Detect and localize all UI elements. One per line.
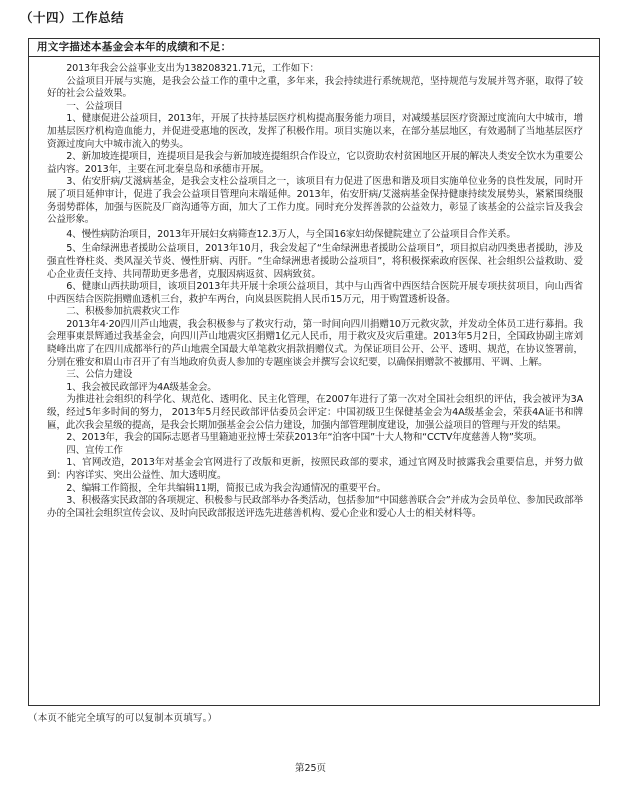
paragraph: 3、佑安肝病/艾滋病基金，是我会支柱公益项目之一，该项目有力促进了医患和谐及项目实施单位业务的良性发展，同时开展了项目延伸审计，促进了我会公益项目管理向末端延伸。2013年，佑安肝病/艾滋病基金保持健康持续发展势头，紧紧围绕服务弱势群体，加强与医院及厂商沟通等方面，加大了工作力度。同时充分发挥善款的公益效力，彰显了该基金的公益宗旨及我会公益形象。 — [47, 176, 583, 226]
summary-content — [29, 57, 599, 520]
paragraph: 2、2013年，我会的国际志愿者马里籍迪亚拉博士荣获2013年“泊客中国”十大人物和“CCTV年度慈善人物”奖项。 — [66, 432, 543, 444]
footnote: （本页不能完全填写的可以复制本页填写。） — [28, 713, 218, 724]
heading-public-projects: 一、公益项目 — [66, 100, 123, 112]
paragraph: 4、慢性病防治项目，2013年开展妇女病筛查12.3万人，与全国16家妇幼保健院建立了公益项目合作关系。 — [66, 228, 516, 240]
paragraph: 2013年4·20四川芦山地震，我会积极参与了救灾行动，第一时间向四川捐赠10万元救灾款，并发动全体员工进行募捐。我会理事東景辉通过我基金会，向四川芦山地震灾区捐赠1亿元人民币，用于救灾及灾后重建。2013年5月2日，全国政协副主席刘晓峰出席了在四川成都举行的芦山地震全国最大单笔救灾捐款捐赠仪式。为保证项目公开、公平、透明、规范，在协议签署前，分别在雅安和眉山市召开了有当地政府负责人参加的专题座谈会并撰写会议纪要，以确保捐赠款不被挪用、平调、上解。 — [47, 318, 583, 368]
paragraph: 1、我会被民政部评为4A级基金会。 — [66, 381, 217, 393]
paragraph: 为推进社会组织的科学化、规范化、透明化、民主化管理，在2007年进行了第一次对全国社会组织的评估，我会被评为3A级，经过5年多时间的努力， 2013年5月经民政部评估委员会评定：中国初级卫生保健基金会为4A级基金会，荣获4A证书和牌匾，此次我会星级的提高，是我会长期加强基金会公信力建设，加强内部管理制度建设，加强公益项目的管理与开发的结果。 — [47, 394, 583, 431]
page-number: 第25页 — [294, 763, 327, 774]
paragraph: 5、生命绿洲患者援助公益项目，2013年10月，我会发起了“生命绿洲患者援助公益项目”，项目拟启动四类患者援助，涉及强直性脊柱炎、类风湿关节炎、慢性肝病、丙肝。“生命绿洲患者援助公益项目”，将积极探索政府医保、社会组织公益救助、爱心企业责任支持、共同帮助更多患者，克服因病返贫、因病致贫。 — [47, 243, 583, 280]
paragraph: 6、健康山西扶助项目，该项目2013年共开展十余项公益项目，其中与山西省中西医结合医院开展专项扶贫项目，向山西省中西医结合医院捐赠血透机三台，救护车两台，向岚县医院捐人民币15万元，用于购置透析设备。 — [47, 281, 583, 305]
paragraph: 公益项目开展与实施，是我会公益工作的重中之重，多年来，我会持续进行系统规范，坚持规范与发展并驾齐驱，取得了较好的社会公益效果。 — [47, 75, 583, 100]
heading-credibility: 三、公信力建设 — [66, 369, 133, 381]
paragraph: 2、编辑工作简报，全年共编辑11期，简报已成为我会沟通情况的重要平台。 — [66, 482, 387, 494]
paragraph: 1、健康促进公益项目，2013年，开展了扶持基层医疗机构提高服务能力项目，对减缓基层医疗资源过度流向大中城市，增加基层医疗机构造血能力，并促进受惠地的医改，发挥了积极作用。项目实施以来，在部分基层地区，有效遏制了当地基层医疗资源过度向大中城市流入的势头。 — [47, 113, 583, 150]
work-summary-box — [28, 38, 600, 706]
section-title: （十四）工作总结 — [20, 10, 125, 25]
heading-publicity: 四、宣传工作 — [66, 444, 123, 456]
box-header: 用文字描述本基金会本年的成绩和不足： — [29, 39, 599, 57]
heading-earthquake-relief: 二、积极参加抗震救灾工作 — [66, 306, 180, 318]
paragraph: 1、官网改造，2013年对基金会官网进行了改版和更新，按照民政部的要求，通过官网及时披露我会重要信息，并努力做到：内容详实、突出公益性、加大透明度。 — [47, 457, 583, 481]
paragraph: 3、积极落实民政部的各项规定、积极参与民政部举办各类活动，包括参加“中国慈善联合会”并成为会员单位、参加民政部举办的全国社会组织宣传会议、及时向民政部报送评选先进慈善机构、爱心企业和爱心人士的相关材料等。 — [47, 495, 583, 519]
paragraph: 2、新加坡连提项目，连提项目是我会与新加坡连提组织合作设立，它以资助农村贫困地区开展的解决人类安全饮水为重要公益内容。2013年，主要在河北秦皇岛和承德市开展。 — [47, 151, 583, 175]
paragraph: 2013年我会公益事业支出为138208321.71元，工作如下： — [66, 63, 319, 74]
